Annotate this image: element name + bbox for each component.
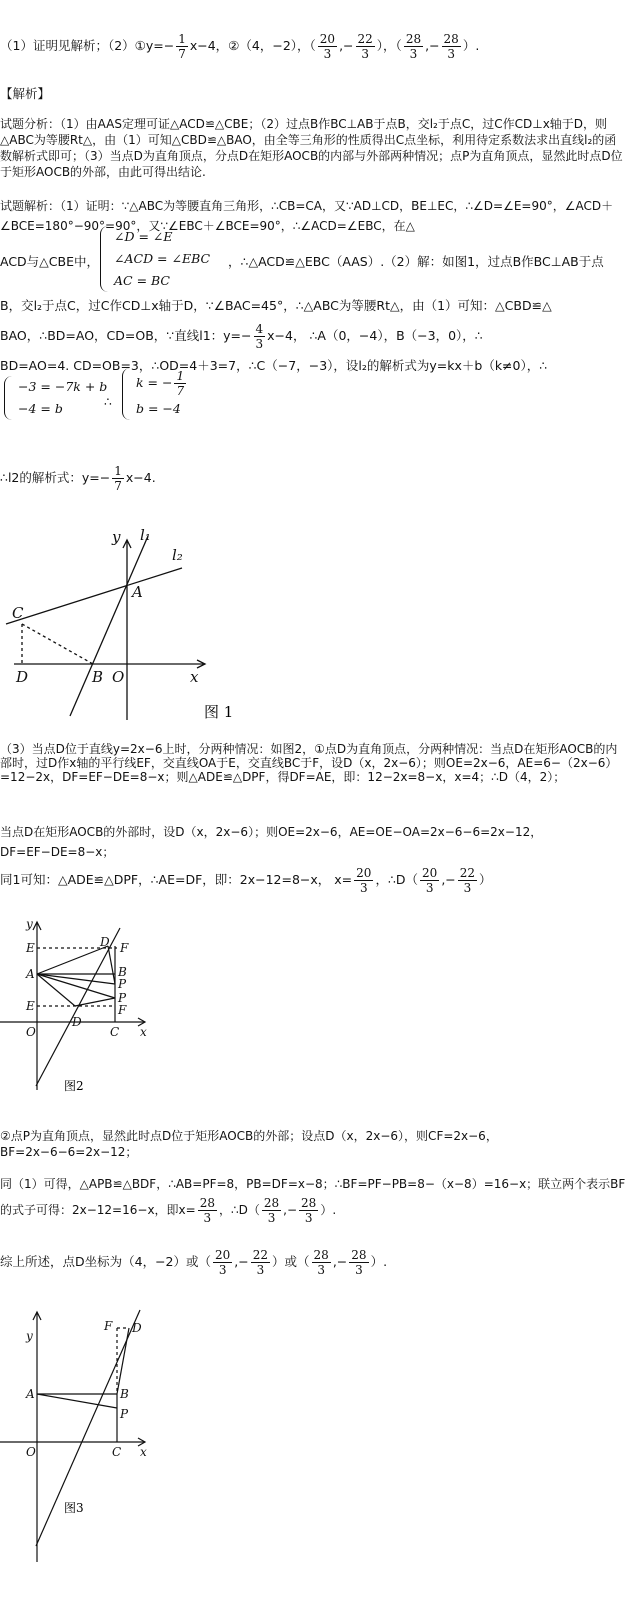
fig2-line: [36, 928, 120, 1086]
solution-line-5: BD=AO=4. CD=OB=3，∴OD=4＋3=7，∴C（−7，−3），设l₂的解析式为y=kx＋b（k≠0），∴: [0, 358, 548, 373]
fig2-seg-ap1: [37, 974, 115, 984]
equation-system-2: k = − $\frac{1}{7}$ b = −4: [122, 368, 188, 420]
fig1-line-l2: [6, 568, 182, 624]
fig2-label-f2: F: [118, 1003, 127, 1017]
part3-paragraph-2: 当点D在矩形AOCB的外部时，设D（x，2x−6）；则OE=2x−6，AE=OE−OA=2x−6−6=2x−12，DF=EF−DE=8−x；: [0, 825, 543, 859]
fig1-label-c: C: [12, 604, 24, 622]
fig1-label-o: O: [112, 668, 125, 686]
fig2-seg-ad2: [37, 974, 75, 1006]
fig2-label-d1: D: [100, 935, 110, 949]
fig2-caption: 图2: [64, 1079, 84, 1093]
fig3-label-d: D: [132, 1321, 142, 1335]
fig1-label-l1: l₁: [140, 526, 151, 544]
fig3-caption: 图3: [64, 1501, 84, 1515]
fraction: $\frac{28}{3}$: [351, 1248, 367, 1277]
fraction: $\frac{22}{3}$: [252, 1248, 269, 1277]
fraction: $\frac{22}{3}$: [459, 866, 476, 895]
condition-2: ∠ACD = ∠EBC: [114, 251, 211, 266]
fig1-label-y: y: [112, 528, 121, 546]
answer-text-1: （1）证明见解析；（2）①y=−: [0, 38, 175, 53]
fig1-label-x: x: [190, 668, 199, 686]
fig2-seg-d1p: [108, 946, 115, 984]
solution-after-conditions: ，∴△ACD≌△EBC（AAS）.（2）解：如图1，过点B作BC⊥AB于点: [228, 254, 604, 269]
fraction: $\frac{28}{3}$: [313, 1248, 329, 1277]
fraction: $\frac{28}{3}$: [405, 32, 422, 61]
fraction: $\frac{20}{3}$: [215, 1248, 231, 1277]
fig3-seg-bd: [117, 1328, 129, 1394]
fig3-label-c: C: [112, 1445, 122, 1459]
fraction: $\frac{22}{3}$: [357, 32, 373, 61]
fig1-label-b: B: [92, 668, 104, 686]
condition-3: AC = BC: [114, 273, 170, 288]
solution-result: ∴l2的解析式：y=− $\frac{1}{7}$ x−4.: [0, 464, 156, 493]
part3b-paragraph-5: 同（1）可得，△APB≌△BDF，∴AB=PF=8，PB=DF=x−8；∴BF=PF−PB=8−（x−8）=16−x；联立两个表示BF的式子可得：2x−12=16−x，即x= $\frac{28}{3}$ ，∴D（ $\frac{28}{3}$ ,− $\frac{28}{3}$ ）.: [0, 1177, 626, 1225]
fig1-label-a: A: [132, 583, 143, 601]
fraction: $\frac{20}{3}$: [422, 866, 438, 895]
condition-system: [100, 226, 210, 292]
fig2-seg-ap2: [37, 974, 115, 998]
fraction: $\frac{28}{3}$: [443, 32, 459, 61]
fig3-label-y: y: [26, 1329, 33, 1343]
condition-1: ∠D = ∠E: [114, 229, 173, 244]
solution-line-3: B，交l₂于点C，过C作CD⊥x轴于D，∵∠BAC=45°，∴△ABC为等腰Rt△，由（1）可知：△CBD≌△: [0, 298, 552, 313]
solution-line-1: 试题解析：（1）证明：∵△ABC为等腰直角三角形，∴CB=CA，又∵AD⊥CD，BE⊥EC，∴∠D=∠E=90°，∠ACD＋∠BCE=180°−90°=90°，又∵∠EBC＋∠BCE=90°，∴∠ACD=∠EBC，在△: [0, 199, 614, 233]
solution-line-4: BAO，∴BD=AO，CD=OB，∵直线l1：y=− $\frac{4}{3}$ x−4， ∴A（0，−4），B（−3，0），∴: [0, 322, 483, 351]
figure-3: [0, 1300, 170, 1570]
figure-1: [0, 520, 260, 720]
fig2-label-b: B: [118, 965, 127, 979]
fig2-label-x: x: [140, 1025, 147, 1039]
fraction: $\frac{1}{7}$: [178, 32, 186, 61]
fig3-label-p: P: [120, 1407, 129, 1421]
fig3-seg-ap: [37, 1394, 117, 1408]
fig1-dashed-cb: [22, 624, 93, 664]
fig1-label-l2: l₂: [172, 546, 183, 564]
answer-text-2: x−4，②（4，−2），（: [189, 38, 316, 53]
fig2-label-y: y: [26, 917, 33, 931]
fig3-line: [36, 1310, 140, 1546]
solution-left-label: ACD与△CBE中，: [0, 254, 99, 269]
analysis-paragraph: 试题分析：（1）由AAS定理可证△ACD≌△CBE；（2）过点B作BC⊥AB于点B，交l₂于点C，过C作CD⊥x轴于D，则△ABC为等腰Rt△，由（1）可知△CBD≌△BAO，由全等三角形的性质得出C点坐标，利用待定系数法求出直线l₂的函数解析式即可；（3）当点D为直角顶点，分点D在矩形AOCB的内部与外部两种情况；点P为直角顶点，显然此时点D位于矩形AOCB的外部，由此可得出结论.: [0, 117, 623, 179]
fig3-label-x: x: [140, 1445, 147, 1459]
equation-system-1: −3 = −7k + b −4 = b: [4, 376, 107, 420]
analysis-heading: 【解析】: [0, 86, 51, 101]
fraction: $\frac{20}{3}$: [319, 32, 336, 61]
fig1-label-d: D: [16, 668, 29, 686]
fig3-label-f: F: [104, 1319, 113, 1333]
fig2-label-p2: P: [118, 991, 127, 1005]
part3b-paragraph-4: ②点P为直角顶点，显然此时点D位于矩形AOCB的外部；设点D（x，2x−6），则CF=2x−6，BF=2x−6−6=2x−12；: [0, 1129, 498, 1159]
fig2-label-a: A: [26, 967, 35, 981]
fig3-label-o: O: [26, 1445, 36, 1459]
fraction: $\frac{28}{3}$: [301, 1196, 317, 1225]
fig2-label-c: C: [110, 1025, 120, 1039]
fig1-caption: 图 1: [204, 703, 234, 720]
fig3-label-b: B: [120, 1387, 129, 1401]
therefore-sign: ∴: [104, 394, 112, 409]
fraction: $\frac{28}{3}$: [263, 1196, 280, 1225]
part3-paragraph-3: 同1可知：△ADE≌△DPF，∴AE=DF，即：2x−12=8−x， x= $\frac{20}{3}$ ，∴D（ $\frac{20}{3}$ ,− $\frac{22}{3}$ ）: [0, 866, 492, 895]
fig3-label-a: A: [26, 1387, 35, 1401]
fig2-label-p1: P: [118, 977, 127, 991]
fig2-label-f1: F: [120, 941, 129, 955]
fig1-line-l1: [70, 536, 148, 716]
fraction: $\frac{20}{3}$: [356, 866, 372, 895]
fraction: $\frac{1}{7}$: [114, 464, 122, 493]
fig2-label-e1: E: [26, 941, 35, 955]
summary-line: 综上所述，点D坐标为（4，−2）或（ $\frac{20}{3}$ ,− $\frac{22}{3}$ ）或（ $\frac{28}{3}$ ,− $\frac{28}{3}$ ）.: [0, 1248, 388, 1277]
fig2-label-o: O: [26, 1025, 36, 1039]
figure-2: [0, 910, 170, 1100]
fraction: $\frac{28}{3}$: [199, 1196, 215, 1225]
fig2-label-d2: D: [72, 1015, 82, 1029]
fraction: $\frac{4}{3}$: [255, 322, 264, 351]
part3-paragraph-1: （3）当点D位于直线y=2x−6上时，分两种情况：如图2，①点D为直角顶点，分两种情况：当点D在矩形AOCB的内部时，过D作x轴的平行线EF，交直线OA于E，交直线BC于F，设D（x，2x−6）；则OE=2x−6，AE=6−（2x−6）=12−2x，DF=EF−DE=8−x；则△ADE≌△DPF，得DF=AE，即：12−2x=8−x，x=4；∴D（4，2）；: [0, 742, 618, 784]
answer-line: （1）证明见解析；（2）①y=− $\frac{1}{7}$ x−4，②（4，−2），（ $\frac{20}{3}$ ,− $\frac{22}{3}$ ），（ $\frac{28}{3}$ ,− $\frac{28}{3}$ ）.: [0, 32, 480, 61]
fig2-label-e2: E: [26, 999, 35, 1013]
